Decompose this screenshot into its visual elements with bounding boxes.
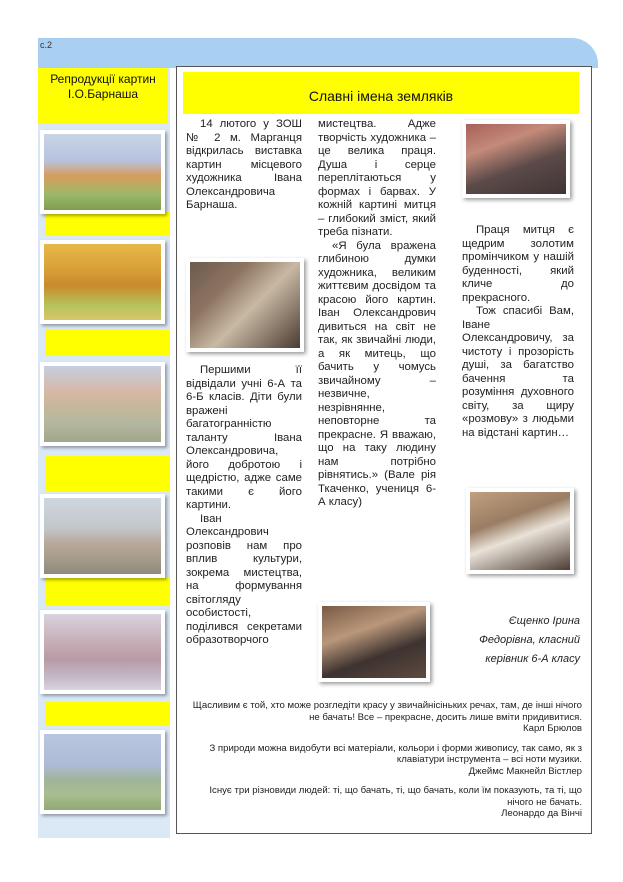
signature-line: Федорівна, класний xyxy=(479,634,580,646)
quotes-section xyxy=(186,700,582,828)
sidebar-yellow-block xyxy=(45,702,170,726)
quote-author: Джеймс Макнейл Вістлер xyxy=(468,765,582,777)
paragraph: Тож спасибі Вам, Іване Олександровичу, за чистоту і прозорість душі, за багатство бачення та розуміння духовного світу, за щиру «розмову» з людьми на відстані картин… xyxy=(462,305,574,439)
author-signature xyxy=(432,612,580,669)
classroom-photo xyxy=(462,120,570,198)
sidebar-yellow-block xyxy=(45,212,170,236)
paragraph: Праця митця є щедрим золотим промінчиком у нашій буденності, який кличе до прекрасного. xyxy=(462,224,574,304)
quote-author: Леонардо да Вінчі xyxy=(501,808,582,819)
meadow-painting xyxy=(40,730,165,814)
students-group-photo xyxy=(318,602,430,682)
article-column-1 xyxy=(186,118,302,213)
quote-author: Карл Брюлов xyxy=(523,723,582,734)
paragraph: 14 лютого у ЗОШ № 2 м. Марганця відкрилась виставка картин місцевого художника Івана Олександровича Барнаша. xyxy=(186,118,302,211)
quote xyxy=(186,743,582,778)
quote-text: З природи можна видобути всі матеріали, кольори і форми живопису, так само, як з клавіатури інструмента – всі ноти музики. xyxy=(209,742,582,765)
signature-line: Єщенко Ірина xyxy=(508,615,580,627)
quote xyxy=(186,785,582,820)
sidebar-yellow-block xyxy=(45,330,170,356)
paragraph: «Я була вражена глибиною думки художника, великим життєвим досвідом та красою його картин. Іван Олександрович дивиться на світ не так, як звичайні люди, а як митець, що бачить у чомусь звичайному – незвичне, незрівнянне, неповторне та прекрасне. Я вважаю, що на таку людину нам потрібно рівнятись.» (Вале рія Ткаченко, учениця 6-А класу) xyxy=(318,239,436,508)
sidebar-yellow-block xyxy=(45,456,170,492)
paragraph: Першими її відвідали учні 6-А та 6-Б класів. Діти були вражені багатогранністю таланту Івана Олександровича, його добротою і щедрістю, адже саме такими є його картини. xyxy=(186,364,302,511)
article-column-3 xyxy=(462,224,574,440)
sidebar-yellow-block xyxy=(45,578,170,606)
artist-with-painting-photo xyxy=(186,258,304,352)
paragraph: мистецтва. Адже творчість художника – це велика праця. Душа і серце переплітаються у формах і барвах. У кожній картині митця – глибокий зміст, який треба пізнати. xyxy=(318,118,436,238)
paragraph: Іван Олександрович розповів нам про вплив культури, зокрема мистецтва, на формування світогляду особистості, поділився секретами образотворчого xyxy=(186,512,302,646)
country-railway-painting xyxy=(40,362,165,446)
quote xyxy=(186,700,582,735)
winter-forest-painting xyxy=(40,610,165,694)
signature-line: керівник 6-А класу xyxy=(485,653,580,665)
landscape-cliff-painting xyxy=(40,130,165,214)
quote-text: Щасливим є той, хто може розгледіти красу у звичайнісіньких речах, там, де інші нічого не бачать! Все – прекрасне, досить лише вміти придивитися. xyxy=(192,700,582,723)
article-column-2 xyxy=(318,118,436,510)
students-looking-at-paintings-photo xyxy=(466,488,574,574)
page-number: с.2 xyxy=(40,40,53,50)
autumn-forest-painting xyxy=(40,240,165,324)
article-headline: Славні імена земляків xyxy=(183,72,579,114)
sidebar-title: Репродукції картин І.О.Барнаша xyxy=(38,68,168,124)
quote-text: Існує три різновиди людей: ті, що бачать, ті, що бачать, коли їм показують, та ті, що нічого не бачать. xyxy=(209,785,582,808)
article-column-1b xyxy=(186,364,302,648)
field-tree-painting xyxy=(40,494,165,578)
top-banner xyxy=(38,38,598,68)
